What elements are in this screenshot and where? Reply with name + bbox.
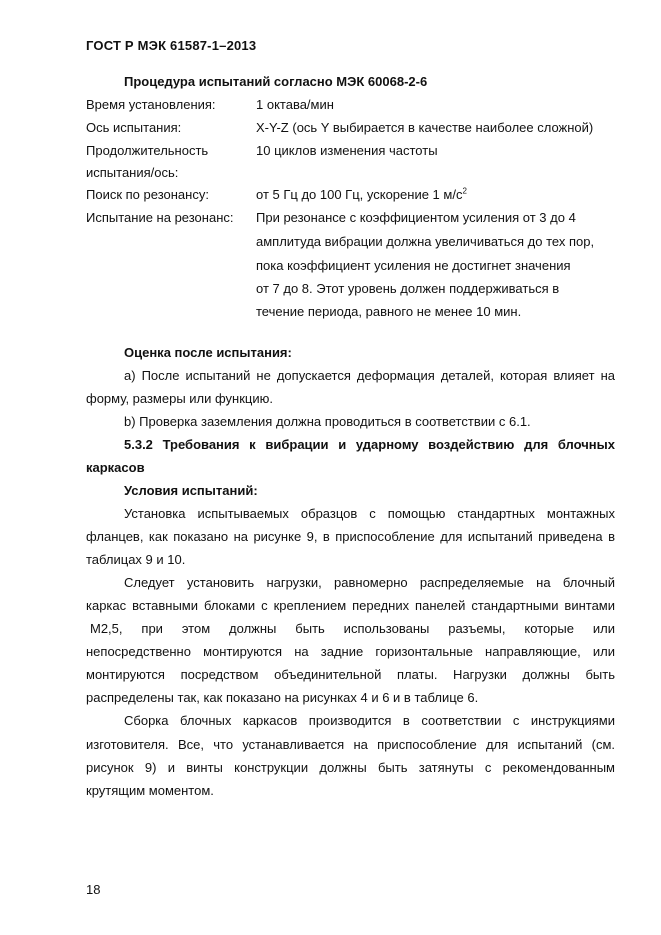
evaluation-b: b) Проверка заземления должна проводиться в соответствии с 6.1.	[124, 414, 531, 429]
row-value-resonance-test-line: амплитуда вибрации должна увеличиваться до тех пор,	[256, 234, 595, 249]
superscript: 2	[462, 186, 467, 196]
evaluation-title: Оценка после испытания:	[124, 345, 292, 360]
paragraph-line: Сборка блочных каркасов производится в соответствии с инструкциями	[124, 713, 615, 728]
row-label-test-axis: Ось испытания:	[86, 120, 182, 135]
paragraph-line: распределены так, как показано на рисунках 4 и 6 и в таблице 6.	[86, 690, 479, 705]
row-value-resonance-test-line: При резонансе с коэффициентом усиления от 3 до 4	[256, 210, 576, 225]
section-heading: 5.3.2 Требования к вибрации и ударному воздействию для блочных	[124, 437, 615, 452]
section-heading-cont: каркасов	[86, 460, 145, 475]
conditions-title: Условия испытаний:	[124, 483, 258, 498]
paragraph-line: Установка испытываемых образцов с помощью стандартных монтажных	[124, 506, 615, 521]
paragraph-line: таблицах 9 и 10.	[86, 552, 186, 567]
paragraph-line: М2,5, при этом должны быть использованы разъемы, которые или	[90, 621, 615, 636]
row-label-settling-time: Время установления:	[86, 97, 216, 112]
row-value-settling-time: 1 октава/мин	[256, 97, 334, 112]
row-value-resonance-test-line: пока коэффициент усиления не достигнет значения	[256, 258, 571, 273]
paragraph-line: рисунок 9) и винты конструкции должны быть затянуты с рекомендованным	[86, 760, 615, 775]
paragraph-line: непосредственно монтируются на задние горизонтальные направляющие, или	[86, 644, 615, 659]
row-label-duration: Продолжительность	[86, 143, 209, 158]
paragraph-line: фланцев, как показано на рисунке 9, в приспособление для испытаний приведена в	[86, 529, 615, 544]
paragraph-line: изготовителя. Все, что устанавливается на приспособление для испытаний (см.	[86, 737, 615, 752]
row-label-duration-cont: испытания/ось:	[86, 165, 179, 180]
paragraph-line: крутящим моментом.	[86, 783, 214, 798]
evaluation-a-line: а) После испытаний не допускается деформация деталей, которая влияет на	[124, 368, 615, 383]
paragraph-line: Следует установить нагрузки, равномерно распределяемые на блочный	[124, 575, 615, 590]
document-header: ГОСТ Р МЭК 61587-1–2013	[86, 38, 257, 53]
row-value-resonance-search: от 5 Гц до 100 Гц, ускорение 1 $м/с^2$	[256, 186, 467, 202]
row-label-resonance-search: Поиск по резонансу:	[86, 187, 209, 202]
row-value-test-axis: X-Y-Z (ось Y выбирается в качестве наиболее сложной)	[256, 120, 594, 135]
row-value-resonance-test-line: течение периода, равного не менее 10 мин.	[256, 304, 522, 319]
row-value-resonance-test-line: от 7 до 8. Этот уровень должен поддерживаться в	[256, 281, 560, 296]
row-label-resonance-test: Испытание на резонанс:	[86, 210, 234, 225]
evaluation-a-line: форму, размеры или функцию.	[86, 391, 273, 406]
page-number: 18	[86, 882, 101, 897]
paragraph-line: монтируются посредством объединительной платы. Нагрузки должны быть	[86, 667, 615, 682]
row-value-duration: 10 циклов изменения частоты	[256, 143, 438, 158]
paragraph-line: каркас вставными блоками с креплением передних панелей стандартными винтами	[86, 598, 615, 613]
procedure-title: Процедура испытаний согласно МЭК 60068-2-6	[124, 74, 428, 89]
